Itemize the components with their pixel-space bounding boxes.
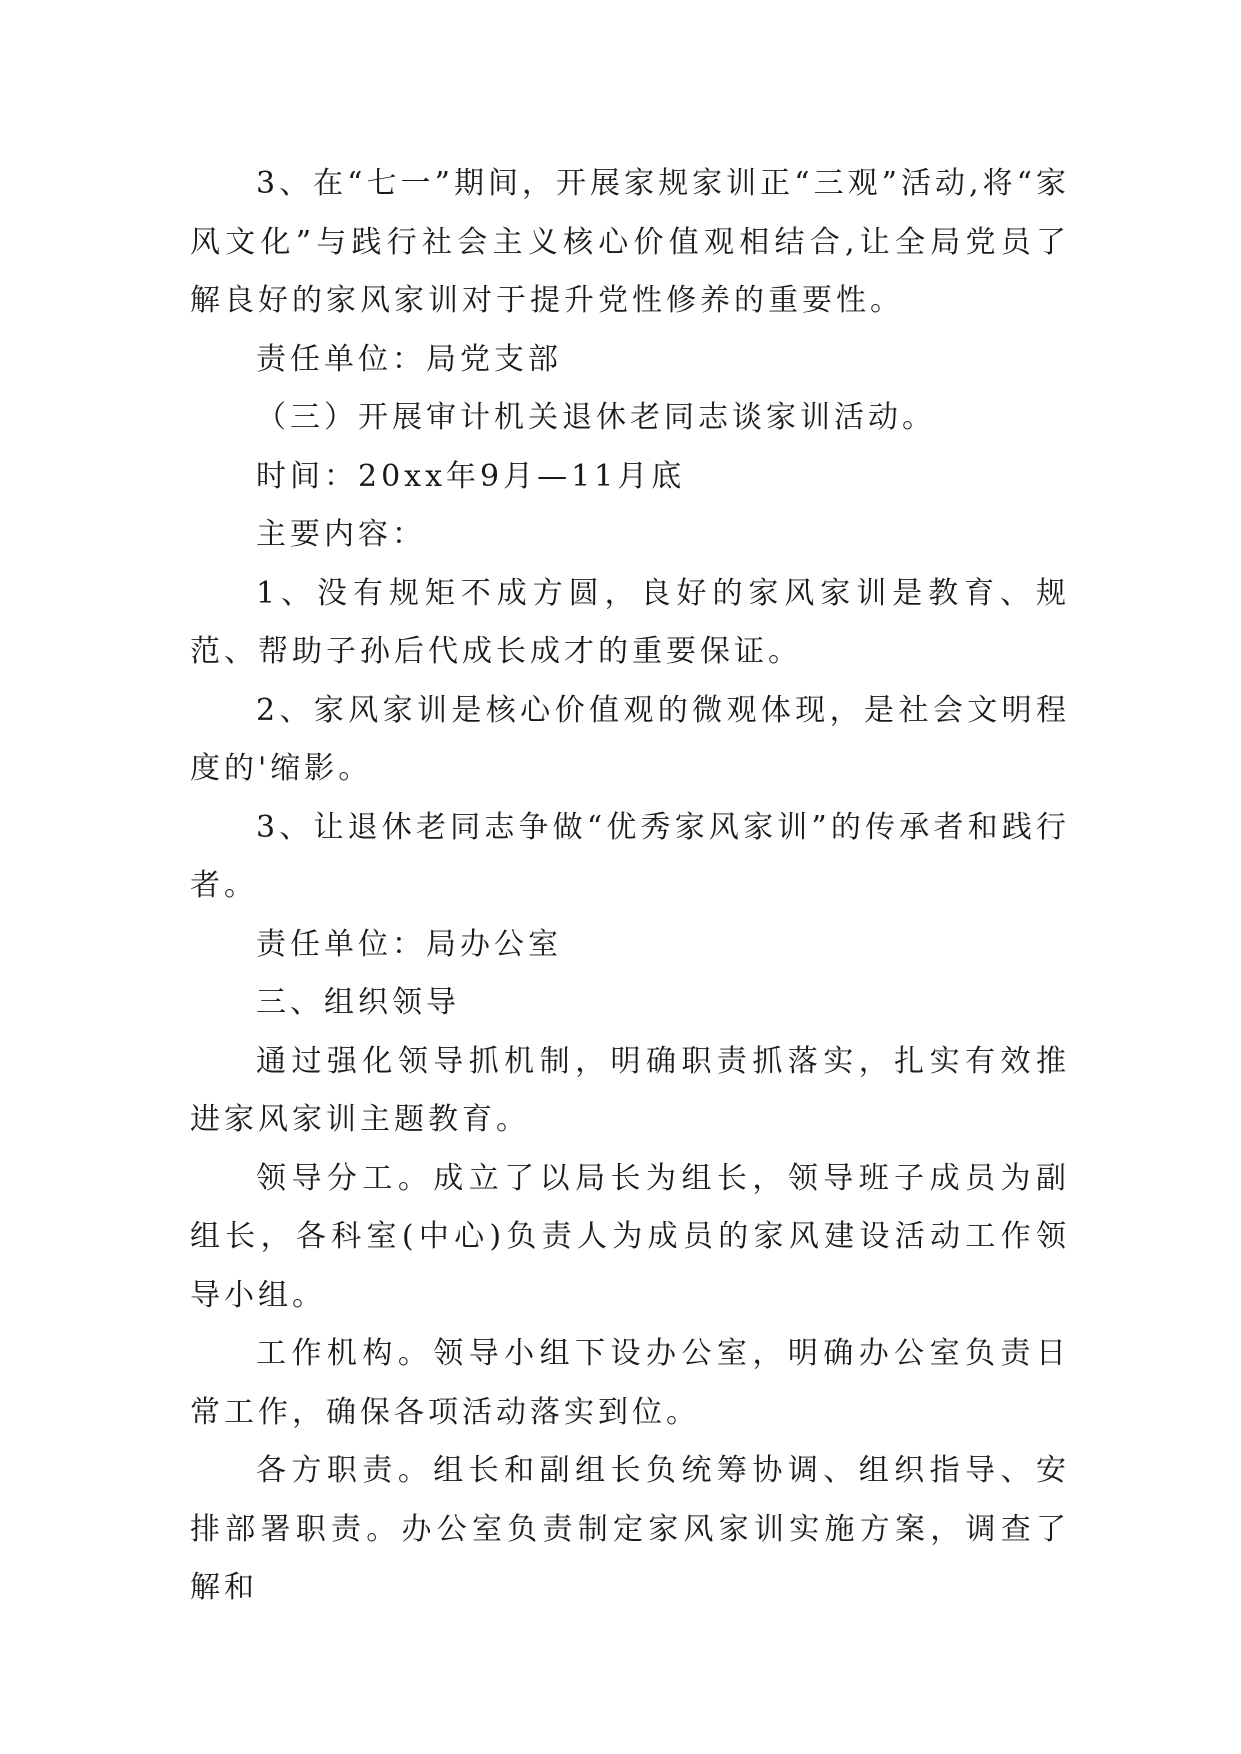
paragraph-14: 各方职责。组长和副组长负统筹协调、组织指导、安排部署职责。办公室负责制定家风家训实施方案，调查了解和 <box>190 1453 1070 1605</box>
paragraph-10: 三、组织领导 <box>256 985 460 1020</box>
paragraph-2: 责任单位：局党支部 <box>256 341 562 377</box>
paragraph-6: 1、没有规矩不成方圆，良好的家风家训是教育、规范、帮助子孙后代成长成才的重要保证。 <box>190 575 1070 669</box>
paragraph-3: （三）开展审计机关退休老同志谈家训活动。 <box>256 400 936 435</box>
paragraph-1: 3、在“七一”期间，开展家规家训正“三观”活动,将“家风文化”与践行社会主义核心价值观相结合,让全局党员了解良好的家风家训对于提升党性修养的重要性。 <box>190 166 1070 318</box>
paragraph-13: 工作机构。领导小组下设办公室，明确办公室负责日常工作，确保各项活动落实到位。 <box>190 1336 1070 1430</box>
paragraph-11: 通过强化领导抓机制，明确职责抓落实，扎实有效推进家风家训主题教育。 <box>190 1043 1070 1137</box>
paragraph-7: 2、家风家训是核心价值观的微观体现，是社会文明程度的'缩影。 <box>190 692 1070 786</box>
paragraph-9: 责任单位：局办公室 <box>256 926 562 962</box>
paragraph-12: 领导分工。成立了以局长为组长，领导班子成员为副组长，各科室(中心)负责人为成员的家风建设活动工作领导小组。 <box>190 1160 1070 1313</box>
document-body <box>190 155 1070 1618</box>
paragraph-5: 主要内容： <box>256 517 426 552</box>
paragraph-4: 时间：20xx年9月—11月底 <box>256 458 686 494</box>
paragraph-8: 3、让退休老同志争做“优秀家风家训”的传承者和践行者。 <box>190 809 1070 903</box>
